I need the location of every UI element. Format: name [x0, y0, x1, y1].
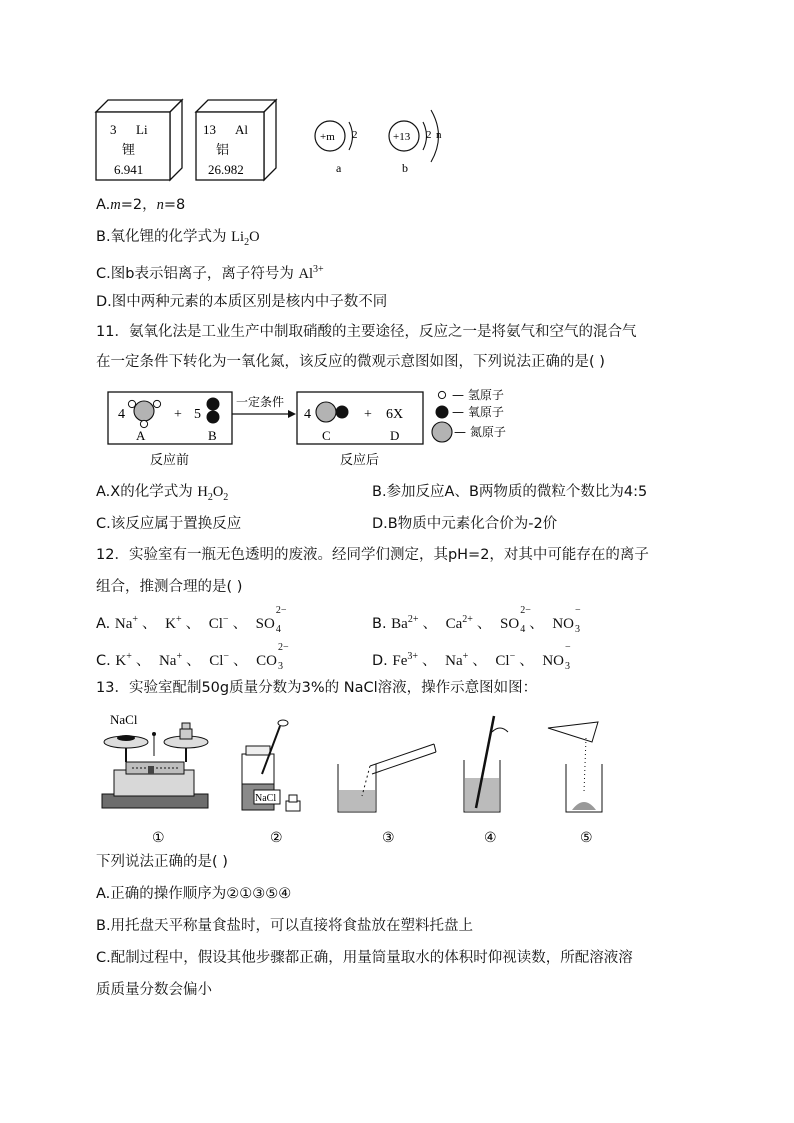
- term-d: 6X: [386, 407, 404, 422]
- coef-b: 5: [194, 407, 201, 422]
- q11-stem-line-1: 11．氨氧化法是工业生产中制取硝酸的主要途径，反应之一是将氨气和空气的混合气: [96, 324, 637, 340]
- al-atomic-number: 13: [203, 122, 216, 137]
- q13-stem: 13．实验室配制50g质量分数为3%的 NaCl溶液，操作示意图如图：: [96, 680, 538, 696]
- q13-prompt: 下列说法正确的是( ): [96, 854, 228, 870]
- label-b: B: [208, 428, 217, 443]
- atom-legend: [432, 388, 506, 442]
- aluminum-element-cell: [196, 100, 276, 180]
- reaction-micro-diagram: [104, 384, 544, 470]
- ion-calcium: $Ca^{2+}$: [445, 614, 473, 632]
- al-symbol: Al: [235, 122, 248, 137]
- q12-stem-line-1: 12．实验室有一瓶无色透明的废液。经同学们测定，其pH=2，对其中可能存在的离子: [96, 547, 649, 563]
- label-a: A: [136, 428, 146, 443]
- plus-after: +: [364, 407, 372, 422]
- stirring-beaker-icon: [464, 716, 508, 812]
- li-symbol: Li: [136, 122, 148, 137]
- element-structure-figure: [90, 96, 470, 186]
- q10-option-b[interactable]: B.氧化锂的化学式为 $Li_2O$: [96, 229, 260, 248]
- ion-barium: $Ba^{2+}$: [391, 614, 419, 632]
- step-label-3: ③: [382, 831, 395, 846]
- q13-option-c-line-1[interactable]: C.配制过程中，假设其他步骤都正确，用量筒量取水的体积时仰视读数，所配溶液溶: [96, 950, 633, 966]
- ion-sodium: Na+: [158, 651, 183, 669]
- al-ion-symbol: $Al^{3+}$: [298, 264, 324, 282]
- ion-chloride: Cl−: [208, 614, 229, 632]
- label-d: D: [390, 428, 400, 443]
- al-name: 铝: [216, 143, 230, 158]
- q12-stem-line-2: 组合，推测合理的是( ): [96, 579, 243, 595]
- solution-preparation-figure: [96, 704, 656, 850]
- lithium-element-cell: [96, 100, 182, 180]
- ion-nitrate: NO − $_3$: [552, 605, 581, 635]
- al-atomic-mass: 26.982: [208, 162, 244, 177]
- q10-option-c[interactable]: C.图b表示铝离子，离子符号为 $Al^{3+}$: [96, 264, 324, 282]
- ion-sulfate: SO 2− $_4$: [255, 605, 287, 635]
- atom-b-label: b: [402, 161, 408, 175]
- coef-c: 4: [304, 407, 311, 422]
- atom-a-nucleus: +m: [320, 131, 335, 143]
- q13-option-a[interactable]: A.正确的操作顺序为②①③⑤④: [96, 886, 292, 902]
- q11-option-a[interactable]: A.X的化学式为 $H_2O_2$: [96, 484, 229, 503]
- atom-b-shell-2: n: [436, 129, 442, 141]
- ion-potassium: K+: [115, 651, 132, 669]
- legend-oxygen: — 氧原子: [452, 405, 504, 419]
- atom-a-shell-1: 2: [352, 129, 358, 141]
- li-name: 锂: [122, 143, 136, 158]
- atom-structure-b: [389, 110, 442, 175]
- ion-nitrate: NO − $_3$: [542, 642, 571, 672]
- li2o-formula: $Li_2O$: [231, 229, 260, 248]
- ion-chloride: Cl−: [209, 651, 230, 669]
- ion-chloride: Cl−: [495, 651, 516, 669]
- q11-option-d[interactable]: D.B物质中元素化合价为-2价: [372, 516, 558, 532]
- li-atomic-mass: 6.941: [114, 162, 144, 177]
- legend-nitrogen: — 氮原子: [454, 425, 506, 439]
- label-c: C: [322, 428, 331, 443]
- q10-option-d[interactable]: D.图中两种元素的本质区别是核内中子数不同: [96, 294, 388, 310]
- balance-nacl-label: NaCl: [110, 712, 138, 727]
- ion-carbonate: CO 2− $_3$: [256, 642, 289, 672]
- q12-option-d[interactable]: D. $Fe^{3+}$ 、 Na+ 、 Cl− 、 NO − $_3$: [372, 642, 571, 672]
- ion-sodium: Na+: [114, 614, 139, 632]
- atom-b-shell-1: 2: [426, 129, 432, 141]
- step-label-4: ④: [484, 831, 497, 846]
- after-reaction-box: [297, 392, 423, 444]
- ion-sodium: Na+: [445, 651, 469, 669]
- arrow-condition: 一定条件: [236, 395, 285, 409]
- caption-after: 反应后: [340, 453, 380, 468]
- q13-option-b[interactable]: B.用托盘天平称量食盐时，可以直接将食盐放在塑料托盘上: [96, 918, 474, 934]
- q11-option-b[interactable]: B.参加反应A、B两物质的微粒个数比为4:5: [372, 484, 648, 500]
- jar-nacl-label: NaCl: [255, 793, 277, 804]
- li-atomic-number: 3: [110, 122, 117, 137]
- atom-b-nucleus: +13: [393, 131, 411, 143]
- reagent-jar-icon: [242, 720, 300, 811]
- atom-structure-a: [315, 121, 358, 175]
- step-label-2: ②: [270, 831, 283, 846]
- step-label-5: ⑤: [580, 831, 593, 846]
- q12-option-b[interactable]: B. $Ba^{2+}$ 、 $Ca^{2+}$ 、 SO 2− $_4$ 、 NO − $_3$: [372, 605, 581, 635]
- pouring-beaker-icon: [338, 744, 436, 812]
- ion-iron-iii: $Fe^{3+}$: [392, 651, 419, 669]
- caption-before: 反应前: [150, 453, 190, 468]
- coef-a: 4: [118, 407, 125, 422]
- weighing-paper-beaker-icon: [548, 722, 602, 812]
- q11-option-c[interactable]: C.该反应属于置换反应: [96, 516, 242, 532]
- h2o2-formula: $H_2O_2$: [197, 484, 229, 503]
- step-label-1: ①: [152, 831, 165, 846]
- q12-option-a[interactable]: A. Na+ 、 K+ 、 Cl− 、 SO 2− $_4$: [96, 605, 287, 635]
- q11-stem-line-2: 在一定条件下转化为一氧化氮，该反应的微观示意图如图，下列说法正确的是( ): [96, 354, 605, 370]
- atom-a-label: a: [336, 161, 342, 175]
- q13-option-c-line-2[interactable]: 质质量分数会偏小: [96, 982, 212, 998]
- legend-hydrogen: — 氢原子: [452, 388, 504, 402]
- ion-sulfate: SO 2− $_4$: [500, 605, 531, 635]
- ion-potassium: K+: [165, 614, 182, 632]
- q10-option-a[interactable]: A.m=2，n=8: [96, 197, 186, 213]
- plus-before: +: [174, 407, 182, 422]
- balance-icon: [102, 712, 208, 808]
- q12-option-c[interactable]: C. K+ 、 Na+ 、 Cl− 、 CO 2− $_3$: [96, 642, 289, 672]
